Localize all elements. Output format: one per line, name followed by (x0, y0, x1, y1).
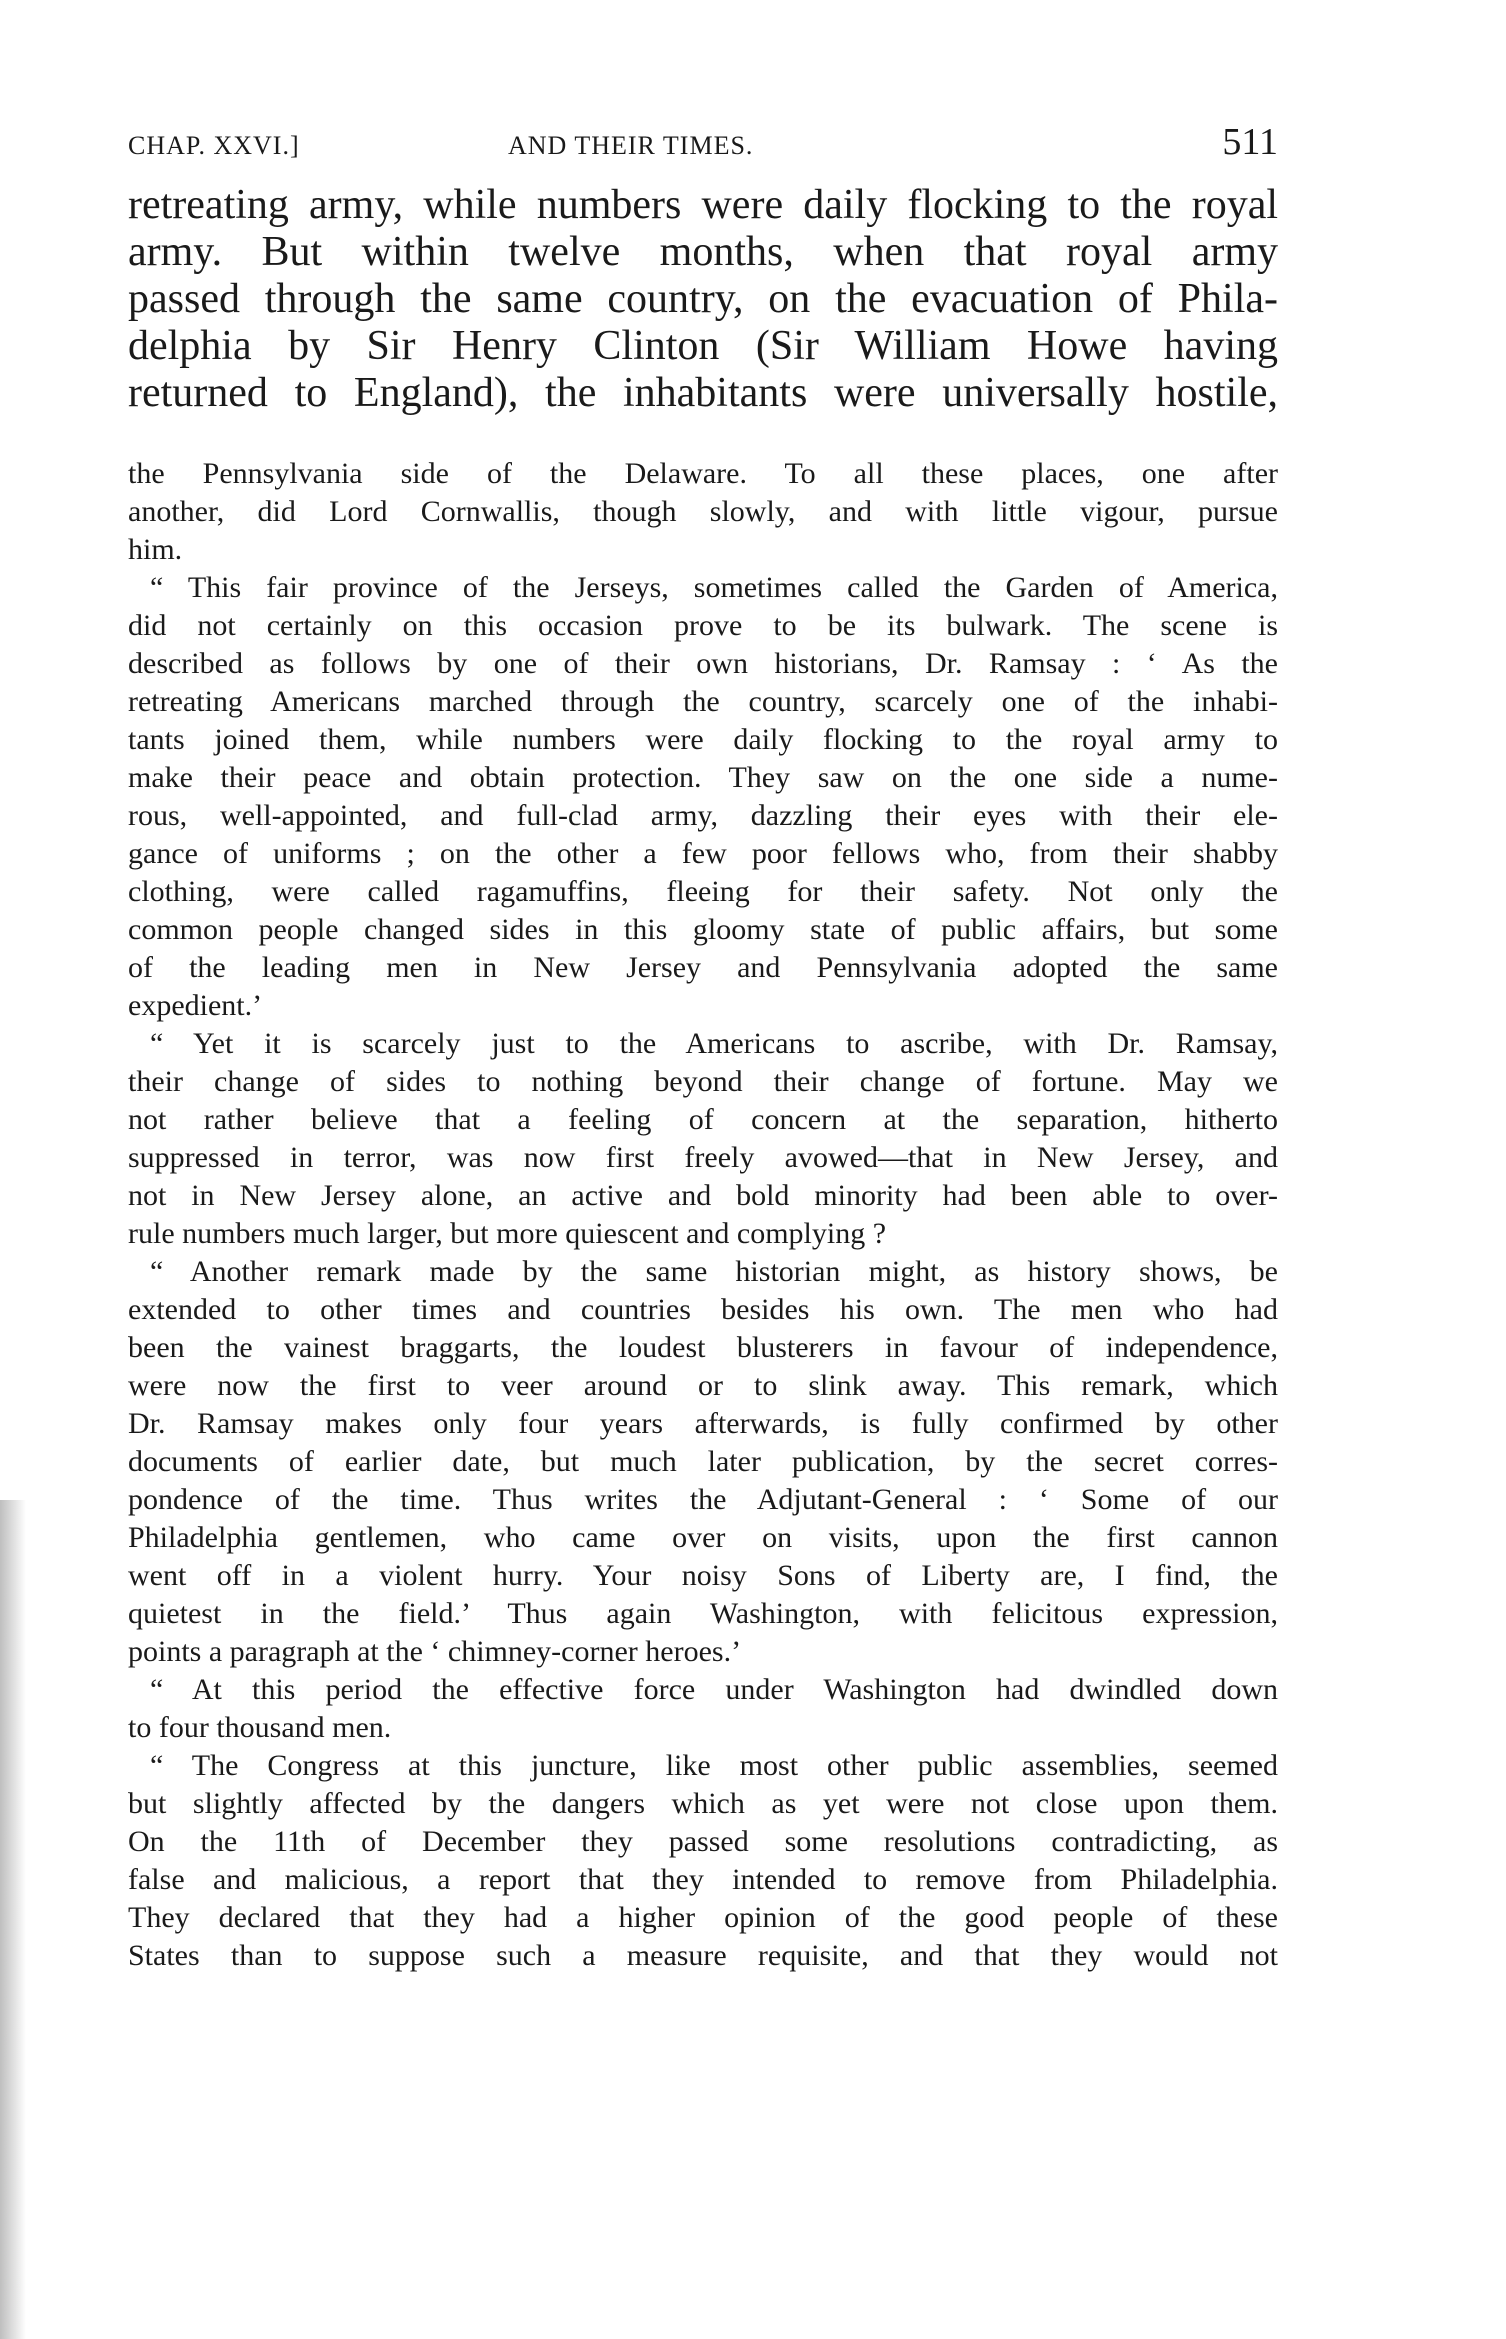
footnote-line: pondence of the time. Thus writes the Adjutant-General : ‘ Some of our (128, 1483, 1278, 1516)
book-page (128, 120, 1278, 1975)
main-text-line: delphia by Sir Henry Clinton (Sir William Howe having (128, 323, 1278, 369)
footnote-line: suppressed in terror, was now first freely avowed—that in New Jersey, and (128, 1141, 1278, 1174)
footnote-line: States than to suppose such a measure requisite, and that they would not (128, 1939, 1278, 1972)
footnote-line: On the 11th of December they passed some resolutions contradicting, as (128, 1825, 1278, 1858)
footnote-line: another, did Lord Cornwallis, though slowly, and with little vigour, pursue (128, 495, 1278, 528)
footnote-line: the Pennsylvania side of the Delaware. To all these places, one after (128, 457, 1278, 490)
footnote-paragraph (128, 455, 1278, 569)
page-edge-shadow (0, 1500, 26, 2339)
footnote-line: but slightly affected by the dangers which as yet were not close upon them. (128, 1787, 1278, 1820)
footnote-line: to four thousand men. (128, 1711, 392, 1744)
footnote-line: “ At this period the effective force under Washington had dwindled down (150, 1673, 1278, 1706)
footnote-line: “ Another remark made by the same historian might, as history shows, be (150, 1255, 1278, 1288)
footnote-line: They declared that they had a higher opinion of the good people of these (128, 1901, 1278, 1934)
footnote-paragraph (128, 1747, 1278, 1975)
footnotes (128, 455, 1278, 1975)
footnote-line: “ Yet it is scarcely just to the Americans to ascribe, with Dr. Ramsay, (150, 1027, 1278, 1060)
footnote-line: of the leading men in New Jersey and Pennsylvania adopted the same (128, 951, 1278, 984)
footnote-line: rule numbers much larger, but more quiescent and complying ? (128, 1217, 887, 1250)
footnote-paragraph (128, 1671, 1278, 1747)
footnote-line: quietest in the field.’ Thus again Washington, with felicitous expression, (128, 1597, 1278, 1630)
footnote-line: “ The Congress at this juncture, like most other public assemblies, seemed (150, 1749, 1278, 1782)
footnote-line: described as follows by one of their own historians, Dr. Ramsay : ‘ As the (128, 647, 1278, 680)
footnote-paragraph (128, 1025, 1278, 1253)
footnote-line: clothing, were called ragamuffins, fleeing for their safety. Not only the (128, 875, 1278, 908)
footnote-line: tants joined them, while numbers were daily flocking to the royal army to (128, 723, 1278, 756)
main-text-line: army. But within twelve months, when that royal army (128, 229, 1278, 275)
footnote-line: extended to other times and countries besides his own. The men who had (128, 1293, 1278, 1326)
footnote-line: retreating Americans marched through the country, scarcely one of the inhabi- (128, 685, 1278, 718)
footnote-line: Philadelphia gentlemen, who came over on visits, upon the first cannon (128, 1521, 1278, 1554)
footnote-line: make their peace and obtain protection. They saw on the one side a nume- (128, 761, 1278, 794)
running-title: AND THEIR TIMES. (508, 131, 754, 160)
footnote-line: not in New Jersey alone, an active and bold minority had been able to over- (128, 1179, 1278, 1212)
footnote-line: went off in a violent hurry. Your noisy Sons of Liberty are, I find, the (128, 1559, 1278, 1592)
footnote-line: did not certainly on this occasion prove to be its bulwark. The scene is (128, 609, 1278, 642)
main-text-line: returned to England), the inhabitants were universally hostile, (128, 370, 1278, 416)
footnote-paragraph (128, 569, 1278, 1025)
footnote-line: him. (128, 533, 183, 566)
footnote-line: been the vainest braggarts, the loudest blusterers in favour of independence, (128, 1331, 1278, 1364)
footnote-line: not rather believe that a feeling of concern at the separation, hitherto (128, 1103, 1278, 1136)
footnote-line: points a paragraph at the ‘ chimney-corner heroes.’ (128, 1635, 742, 1668)
footnote-line: gance of uniforms ; on the other a few poor fellows who, from their shabby (128, 837, 1278, 870)
chapter-label: CHAP. XXVI.] (128, 131, 300, 160)
footnote-line: were now the first to veer around or to slink away. This remark, which (128, 1369, 1278, 1402)
main-text-line: passed through the same country, on the evacuation of Phila- (128, 276, 1278, 322)
footnote-line: “ This fair province of the Jerseys, sometimes called the Garden of America, (150, 571, 1278, 604)
footnote-line: Dr. Ramsay makes only four years afterwards, is fully confirmed by other (128, 1407, 1278, 1440)
footnote-paragraph (128, 1253, 1278, 1671)
footnote-line: false and malicious, a report that they intended to remove from Philadelphia. (128, 1863, 1278, 1896)
main-text-line: retreating army, while numbers were daily flocking to the royal (128, 182, 1278, 228)
footnote-line: common people changed sides in this gloomy state of public affairs, but some (128, 913, 1278, 946)
running-head (128, 120, 1278, 176)
main-text (128, 182, 1278, 417)
footnote-line: expedient.’ (128, 989, 263, 1022)
page-number: 511 (1222, 121, 1278, 163)
footnote-line: their change of sides to nothing beyond their change of fortune. May we (128, 1065, 1278, 1098)
footnote-line: rous, well-appointed, and full-clad army, dazzling their eyes with their ele- (128, 799, 1278, 832)
footnote-line: documents of earlier date, but much later publication, by the secret corres- (128, 1445, 1278, 1478)
